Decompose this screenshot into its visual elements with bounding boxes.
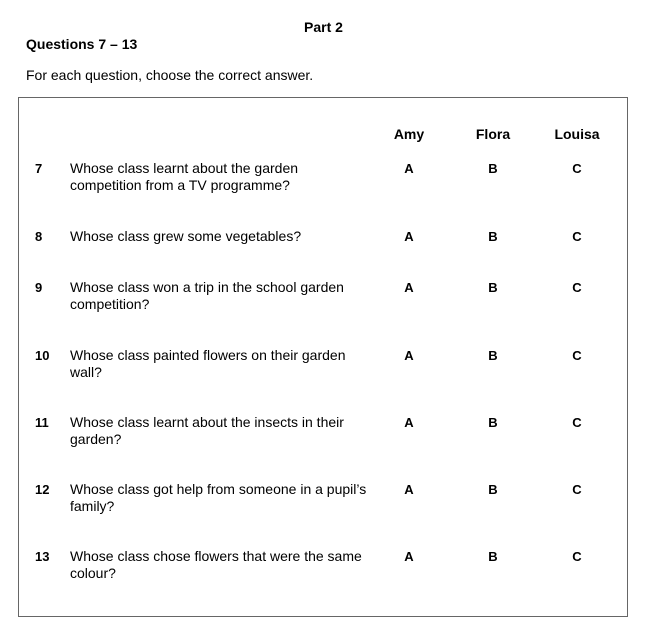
column-header-amy: Amy	[393, 126, 425, 142]
option-b[interactable]: B	[488, 482, 498, 497]
question-number: 9	[35, 280, 43, 295]
option-a[interactable]: A	[404, 415, 414, 430]
question-text: Whose class won a trip in the school garden competition?	[70, 279, 344, 312]
question-text: Whose class learnt about the garden competition from a TV programme?	[70, 160, 299, 193]
question-number: 12	[35, 482, 50, 497]
option-c[interactable]: C	[572, 549, 582, 564]
option-b[interactable]: B	[488, 415, 498, 430]
column-header-flora: Flora	[475, 126, 511, 142]
option-b[interactable]: B	[488, 161, 498, 176]
option-c[interactable]: C	[572, 482, 582, 497]
option-b[interactable]: B	[488, 280, 498, 295]
option-b[interactable]: B	[488, 229, 498, 244]
option-c[interactable]: C	[572, 229, 582, 244]
option-a[interactable]: A	[404, 161, 414, 176]
instruction-text: For each question, choose the correct answer.	[26, 67, 314, 83]
question-box	[18, 97, 628, 617]
questions-range-heading: Questions 7 – 13	[26, 36, 138, 52]
option-c[interactable]: C	[572, 348, 582, 363]
question-text: Whose class painted flowers on their garden wall?	[70, 347, 346, 380]
question-number: 11	[35, 415, 49, 430]
option-a[interactable]: A	[404, 549, 414, 564]
question-number: 10	[35, 348, 50, 363]
option-b[interactable]: B	[488, 549, 498, 564]
question-number: 13	[35, 549, 50, 564]
option-b[interactable]: B	[488, 348, 498, 363]
option-c[interactable]: C	[572, 161, 582, 176]
option-a[interactable]: A	[404, 348, 414, 363]
question-number: 8	[35, 229, 43, 244]
option-a[interactable]: A	[404, 482, 414, 497]
option-a[interactable]: A	[404, 280, 414, 295]
option-c[interactable]: C	[572, 415, 582, 430]
question-text: Whose class got help from someone in a pupil’s family?	[70, 481, 367, 514]
option-c[interactable]: C	[572, 280, 582, 295]
column-header-louisa: Louisa	[554, 126, 600, 142]
option-a[interactable]: A	[404, 229, 414, 244]
question-text: Whose class chose flowers that were the same colour?	[70, 548, 362, 581]
question-text: Whose class grew some vegetables?	[70, 228, 302, 244]
part-title: Part 2	[304, 19, 343, 35]
question-text: Whose class learnt about the insects in their garden?	[70, 414, 344, 447]
question-number: 7	[35, 161, 43, 176]
